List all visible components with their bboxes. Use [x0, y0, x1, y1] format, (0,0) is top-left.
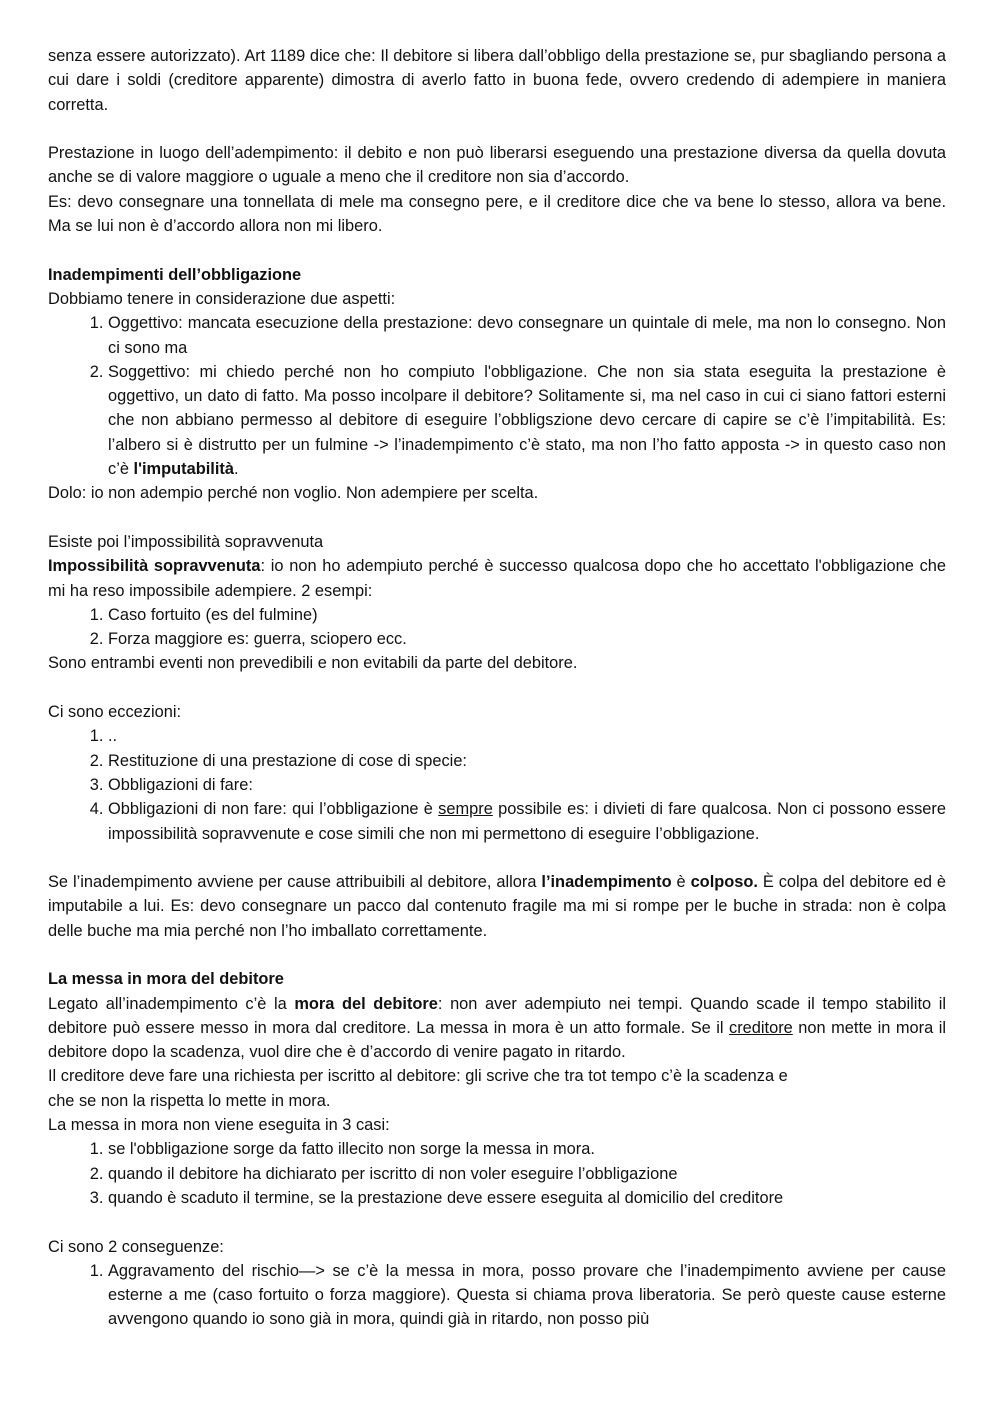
- list-item-eccezione-1: 1. ..: [108, 724, 946, 748]
- text-span: : io non ho adempiuto perché è successo qualcosa dopo che ho accettato l'obbligazione che mi ha reso impossibile adempiere. 2 esempi:: [48, 557, 946, 600]
- intro-eccezioni: Ci sono eccezioni:: [48, 703, 182, 722]
- text-span: possibile es: i divieti di fare qualcosa. Non ci possono essere impossibilità sopravvenute e cose simili che non mi permettono di eseguire l’obbligazione.: [108, 800, 946, 843]
- intro-aspetti: Dobbiamo tenere in considerazione due aspetti:: [48, 289, 396, 308]
- bold-impossibilita: Impossibilità sopravvenuta: [48, 557, 261, 576]
- list-eccezioni: [48, 724, 946, 845]
- list-item-dichiarato: 2. quando il debitore ha dichiarato per iscritto di non voler eseguire l’obbligazione: [108, 1162, 946, 1186]
- bold-mora-debitore: mora del debitore: [294, 994, 438, 1013]
- list-item-soggettivo: [108, 360, 946, 481]
- line-tre-casi: La messa in mora non viene eseguita in 3 casi:: [48, 1116, 390, 1135]
- list-item-fatto-illecito: 1. se l'obbligazione sorge da fatto illecito non sorge la messa in mora.: [108, 1137, 946, 1161]
- bold-imputabilita: l'imputabilità: [133, 460, 234, 479]
- intro-impossibilita: Esiste poi l’impossibilità sopravvenuta: [48, 532, 324, 551]
- heading-inadempimenti: Inadempimenti dell’obbligazione: [48, 265, 302, 284]
- paragraph-eventi: Sono entrambi eventi non prevedibili e non evitabili da parte del debitore.: [48, 654, 578, 673]
- paragraph-dolo: Dolo: io non adempio perché non voglio. Non adempiere per scelta.: [48, 484, 539, 503]
- text-span: Se l’inadempimento avviene per cause attribuibili al debitore, allora: [48, 873, 542, 892]
- intro-conseguenze: Ci sono 2 conseguenze:: [48, 1237, 224, 1256]
- heading-messa-in-mora: La messa in mora del debitore: [48, 970, 284, 989]
- list-item-aggravamento: 1. Aggravamento del rischio—> se c’è la messa in mora, posso provare che l’inadempimento avviene per cause esterne a me (caso fortuito o forza maggiore). Questa si chiama prova liberatoria. Se però queste cause esterne avvengono quando io sono già in mora, quindi già in ritardo, non posso più: [108, 1259, 946, 1332]
- list-esempi: [48, 603, 946, 652]
- paragraph-art-1189: senza essere autorizzato). Art 1189 dice che: Il debitore si libera dall’obbligo della prestazione se, pur sbagliando persona a cui dare i soldi (creditore apparente) dimostra di averlo fatto in buona fede, ovvero credendo di adempiere in maniera corretta.: [48, 47, 946, 114]
- paragraph-prestazione-in-luogo: Prestazione in luogo dell’adempimento: il debito e non può liberarsi eseguendo una prestazione diversa da quella dovuta anche se di valore maggiore o uguale a meno che il creditore non sia d’accordo.: [48, 144, 946, 187]
- list-item-forza-maggiore: 2. Forza maggiore es: guerra, sciopero ecc.: [108, 627, 946, 651]
- list-item-scaduto: 3. quando è scaduto il termine, se la prestazione deve essere eseguita al domicilio del creditore: [108, 1186, 946, 1210]
- line-rispetta: che se non la rispetta lo mette in mora.: [48, 1091, 331, 1110]
- underline-creditore: creditore: [729, 1018, 793, 1037]
- definition-impossibilita: [48, 554, 946, 603]
- bold-inadempimento: l’inadempimento: [541, 873, 672, 892]
- text-span: : non aver adempiuto nei tempi. Quando scade il tempo stabilito il debitore può essere messo in mora dal creditore. La messa in mora è un atto formale. Se il: [48, 994, 946, 1037]
- paragraph-example-mele: Es: devo consegnare una tonnellata di mele ma consegno pere, e il creditore dice che va bene lo stesso, allora va bene. Ma se lui non è d’accordo allora non mi libero.: [48, 192, 946, 236]
- text-span: è: [671, 873, 691, 892]
- text-span: È colpa del debitore ed è imputabile a lui. Es: devo consegnare un pacco dal contenuto fragile ma mi si rompe per le buche in strada: non è colpa delle buche ma mia perché non l’ho imballato correttamente.: [48, 873, 946, 940]
- text-span: Legato all’inadempimento c’è la: [48, 994, 295, 1013]
- list-item-oggettivo: 1. Oggettivo: mancata esecuzione della prestazione: devo consegnare un quintale di mele, ma non lo consegno. Non ci sono ma: [108, 311, 946, 360]
- underline-sempre: sempre: [438, 800, 493, 819]
- list-item-restituzione: 2. Restituzione di una prestazione di cose di specie:: [108, 749, 946, 773]
- list-aspetti: [48, 311, 946, 481]
- text-span: Soggettivo: mi chiedo perché non ho compiuto l'obbligazione. Che non sia stata eseguita la prestazione è oggettivo, un dato di fatto. Ma posso incolpare il debitore? Solitamente si, ma nel caso in cui ci siano fattori esterni che non abbiano permesso al debitore di eseguire l’obbligszione devo cercare di capire se c’è l’impitabilità. Es: l’albero si è distrutto per un fulmine -> l’inadempimento c’è stato, ma non l’ho fatto apposta -> in questo caso non c’è: [108, 362, 946, 479]
- paragraph-mora-debitore: [48, 992, 946, 1065]
- list-item-caso-fortuito: 1. Caso fortuito (es del fulmine): [108, 603, 946, 627]
- text-span: Obbligazioni di non fare: qui l’obbligazione è: [108, 800, 439, 819]
- list-conseguenze: [48, 1259, 946, 1332]
- document-page: [48, 44, 946, 1332]
- list-item-obbligazioni-non-fare: [108, 797, 946, 846]
- line-richiesta: Il creditore deve fare una richiesta per iscritto al debitore: gli scrive che tra tot tempo c’è la scadenza e: [48, 1067, 788, 1086]
- list-casi: [48, 1137, 946, 1210]
- paragraph-colposo: [48, 870, 946, 943]
- text-span: .: [233, 460, 239, 479]
- bold-colposo: colposo.: [690, 873, 758, 892]
- text-span: non mette in mora il debitore dopo la scadenza, vuol dire che è d’accordo di venire pagato in ritardo.: [48, 1018, 946, 1062]
- list-item-obbligazioni-fare: 3. Obbligazioni di fare:: [108, 773, 946, 797]
